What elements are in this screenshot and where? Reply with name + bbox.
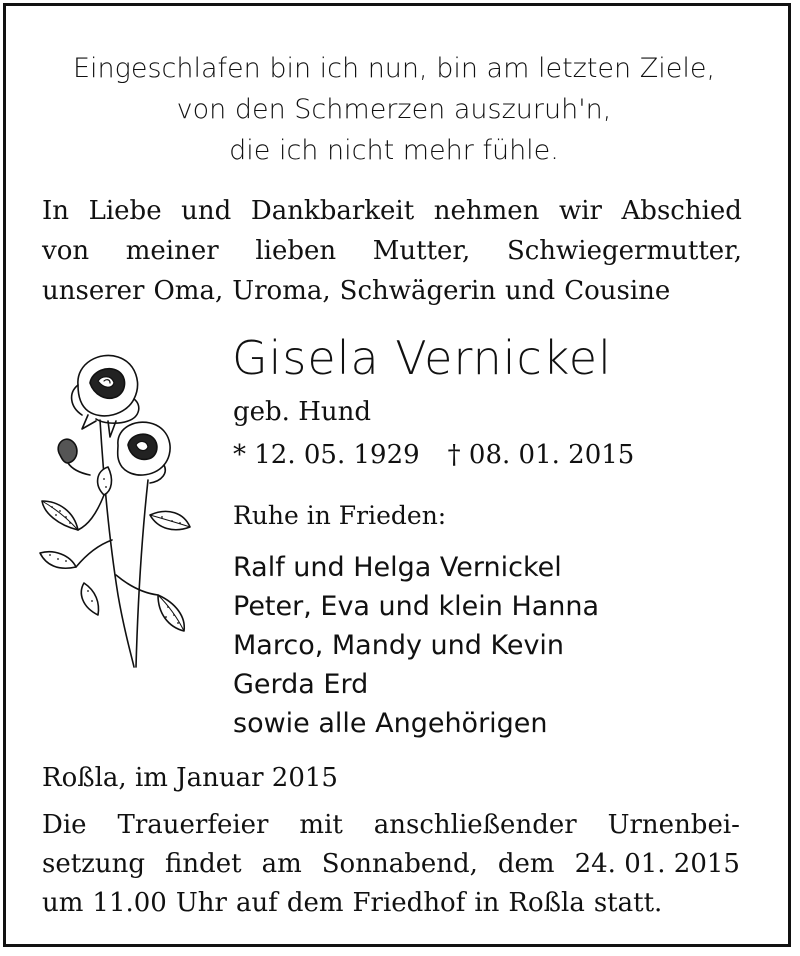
poem: [0, 48, 788, 171]
word: 24. 01. 2015: [574, 849, 740, 879]
word: Schwägerin: [339, 276, 497, 306]
birth-date: * 12. 05. 1929: [233, 440, 420, 470]
word: auf: [235, 888, 278, 918]
word: Urnenbei-: [607, 810, 740, 840]
word: um: [42, 888, 84, 918]
word: lieben: [255, 236, 337, 266]
word: 11.00: [92, 888, 167, 918]
intro-text: [42, 191, 742, 311]
ceremony-line: [42, 806, 740, 845]
family-member: sowie alle Angehörigen: [233, 708, 548, 739]
word: Friedhof: [352, 888, 466, 918]
word: Dankbarkeit: [250, 196, 415, 226]
poem-line: von den Schmerzen auszuruh'n,: [176, 94, 612, 125]
family-list: [233, 548, 599, 743]
word: Die: [42, 810, 87, 840]
word: Liebe: [88, 196, 162, 226]
rose-icon: [38, 345, 193, 675]
word: meiner: [125, 236, 219, 266]
word: statt.: [593, 888, 663, 918]
ceremony-line: [42, 884, 740, 923]
word: mit: [299, 810, 343, 840]
word: Mutter,: [372, 236, 471, 266]
word: am: [261, 849, 302, 879]
family-member: Marco, Mandy und Kevin: [233, 630, 565, 661]
word: findet: [165, 849, 242, 879]
intro-line: [42, 191, 742, 231]
word: Sonnabend,: [321, 849, 478, 879]
word: Cousine: [564, 276, 671, 306]
word: In: [42, 196, 70, 226]
word: anschließender: [373, 810, 577, 840]
place-date: Roßla, im Januar 2015: [42, 763, 338, 793]
word: dem: [497, 849, 555, 879]
word: unserer: [42, 276, 145, 306]
word: Uroma,: [232, 276, 331, 306]
word: Oma,: [153, 276, 224, 306]
family-member: Gerda Erd: [233, 669, 369, 700]
word: von: [42, 236, 90, 266]
word: Trauerfeier: [117, 810, 269, 840]
poem-line: Eingeschlafen bin ich nun, bin am letzten Ziele,: [72, 53, 716, 84]
intro-line: [42, 271, 742, 311]
birth-name: geb. Hund: [233, 397, 372, 427]
word: Schwiegermutter,: [506, 236, 742, 266]
word: und: [181, 196, 232, 226]
word: dem: [286, 888, 344, 918]
death-date: † 08. 01. 2015: [447, 440, 635, 470]
poem-line: die ich nicht mehr fühle.: [229, 135, 559, 166]
word: wir: [558, 196, 602, 226]
ceremony-text: [42, 806, 740, 923]
intro-line: [42, 231, 742, 271]
word: Abschied: [621, 196, 742, 226]
word: Roßla: [508, 888, 585, 918]
family-member: Ralf und Helga Vernickel: [233, 552, 562, 583]
farewell-text: Ruhe in Frieden:: [233, 501, 447, 530]
word: nehmen: [433, 196, 540, 226]
family-member: Peter, Eva und klein Hanna: [233, 591, 600, 622]
deceased-name: Gisela Vernickel: [232, 331, 612, 385]
word: und: [505, 276, 556, 306]
word: Uhr: [175, 888, 227, 918]
life-dates: [233, 438, 634, 472]
word: in: [474, 888, 500, 918]
ceremony-line: [42, 845, 740, 884]
word: setzung: [42, 849, 146, 879]
